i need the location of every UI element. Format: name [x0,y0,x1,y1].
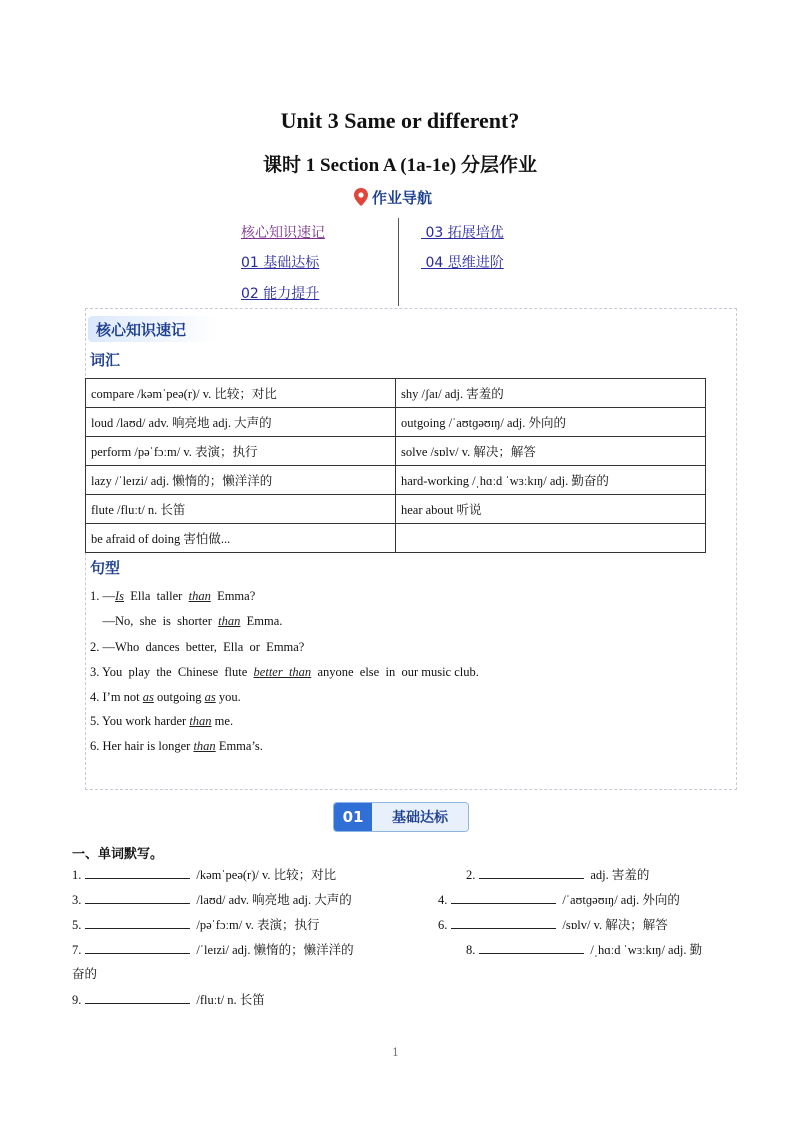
item-number: 6. [438,918,448,932]
vocab-cell: perform /pəˈfɔːm/ v. 表演；执行 [86,437,396,466]
sentence-answer: Is [115,589,125,603]
vocab-cell: loud /laʊd/ adv. 响亮地 adj. 大声的 [86,408,396,437]
sentence-line [90,714,233,729]
sentence-text: 2. —Who dances better, Ella or Emma? [90,640,305,654]
sentence-text: 4. I’m not [90,690,143,704]
vocab-cell: hear about 听说 [396,495,706,524]
nav-banner-label: 作业导航 [372,188,433,207]
vocab-cell: lazy /ˈleɪzi/ adj. 懒惰的；懒洋洋的 [86,466,396,495]
page-title: Unit 3 Same or different? [280,108,520,133]
sentence-text: 1. — [90,589,115,603]
vocab-cell: shy /ʃaɪ/ adj. 害羞的 [396,379,706,408]
table-row [86,379,706,408]
toc-divider [398,218,399,306]
sentence-text: me. [211,714,234,728]
answer-blank[interactable] [451,891,556,904]
answer-blank[interactable] [85,866,190,879]
exercise-title: 一、单词默写。 [72,847,164,862]
exercise-item [72,890,352,908]
sentence-answer: than [188,589,211,603]
sentence-answer: than [193,739,216,753]
sentence-text: outgoing [153,690,205,704]
vocab-cell: hard-working /ˌhɑːd ˈwɜːkɪŋ/ adj. 勤奋的 [396,466,706,495]
answer-blank[interactable] [85,891,190,904]
sentence-answer: than [189,714,212,728]
answer-blank[interactable] [479,941,584,954]
vocab-cell: be afraid of doing 害怕做... [86,524,396,553]
vocab-cell: outgoing /ˈaʊtɡəʊɪŋ/ adj. 外向的 [396,408,706,437]
exercise-item [438,890,680,908]
answer-blank[interactable] [85,941,190,954]
sentence-line [90,640,304,655]
exercise-item [466,940,702,958]
item-number: 4. [438,893,448,907]
item-number: 5. [72,918,82,932]
exercise-item [466,865,649,883]
exercise-item [72,865,336,883]
item-text: /ˈaʊtɡəʊɪŋ/ adj. 外向的 [562,893,680,907]
table-row [86,466,706,495]
page-number: 1 [392,1046,399,1059]
item-number: 8. [466,943,476,957]
sentence-text: you. [215,690,241,704]
toc-link-04[interactable]: 04 思维进阶 [421,255,504,271]
sentence-text: anyone else in our music club. [311,665,479,679]
core-knowledge-title: 核心知识速记 [96,321,187,339]
answer-blank[interactable] [85,916,190,929]
toc-link-02[interactable]: 02 能力提升 [241,286,320,302]
vocab-cell: solve /sɒlv/ v. 解决；解答 [396,437,706,466]
sentence-text: 3. You play the Chinese flute [90,665,254,679]
sentence-text: 5. You work harder [90,714,190,728]
level-label: 基础达标 [372,803,468,831]
sentence-answer: better than [253,665,312,679]
table-row [86,524,706,553]
sentence-answer: as [204,690,216,704]
item-text: /ˈleɪzi/ adj. 懒惰的；懒洋洋的 [196,943,354,957]
sentence-text: —No, she is shorter [90,614,219,628]
toc-link-core[interactable]: 核心知识速记 [241,225,325,241]
sentence-line [90,589,255,604]
answer-blank[interactable] [451,916,556,929]
toc-link-03[interactable]: 03 拓展培优 [421,225,504,241]
sentence-answer: than [218,614,241,628]
exercise-item [72,990,265,1008]
sentence-line [90,614,282,629]
item-number: 9. [72,993,82,1007]
item-text: /laʊd/ adv. 响亮地 adj. 大声的 [196,893,352,907]
table-row [86,437,706,466]
item-text: adj. 害羞的 [590,868,650,882]
item-text: /fluːt/ n. 长笛 [196,993,265,1007]
toc-link-01[interactable]: 01 基础达标 [241,255,320,271]
exercise-item [438,915,668,933]
vocab-cell: flute /fluːt/ n. 长笛 [86,495,396,524]
vocab-table [85,378,706,553]
sentence-text: Ella taller [124,589,189,603]
sentence-line [90,665,479,680]
answer-blank[interactable] [85,991,190,1004]
sentence-heading: 句型 [90,559,121,577]
sentence-line [90,739,263,754]
nav-banner [354,184,432,210]
sentence-text: Emma. [240,614,283,628]
item-number: 7. [72,943,82,957]
item-text: /kəmˈpeə(r)/ v. 比较；对比 [196,868,337,882]
item-text: /sɒlv/ v. 解决；解答 [562,918,668,932]
core-knowledge-banner [88,316,218,342]
answer-blank[interactable] [479,866,584,879]
item-number: 3. [72,893,82,907]
page-subtitle: 课时 1 Section A (1a-1e) 分层作业 [263,155,537,176]
sentence-answer: as [142,690,154,704]
level-badge-01 [333,802,469,832]
location-pin-icon [354,188,368,206]
exercise-item-continued: 奋的 [72,967,98,981]
table-row [86,408,706,437]
vocab-cell: compare /kəmˈpeə(r)/ v. 比较；对比 [86,379,396,408]
sentence-line [90,690,241,705]
exercise-item [72,940,354,958]
item-text: /pəˈfɔːm/ v. 表演；执行 [196,918,320,932]
item-number: 1. [72,868,82,882]
level-number: 01 [334,803,372,831]
table-row [86,495,706,524]
sentence-text: Emma’s. [215,739,263,753]
sentence-text: 6. Her hair is longer [90,739,194,753]
sentence-text: Emma? [210,589,256,603]
item-number: 2. [466,868,476,882]
item-text: /ˌhɑːd ˈwɜːkɪŋ/ adj. 勤 [590,943,703,957]
vocab-heading: 词汇 [90,351,121,369]
exercise-item [72,915,320,933]
vocab-cell [396,524,706,553]
